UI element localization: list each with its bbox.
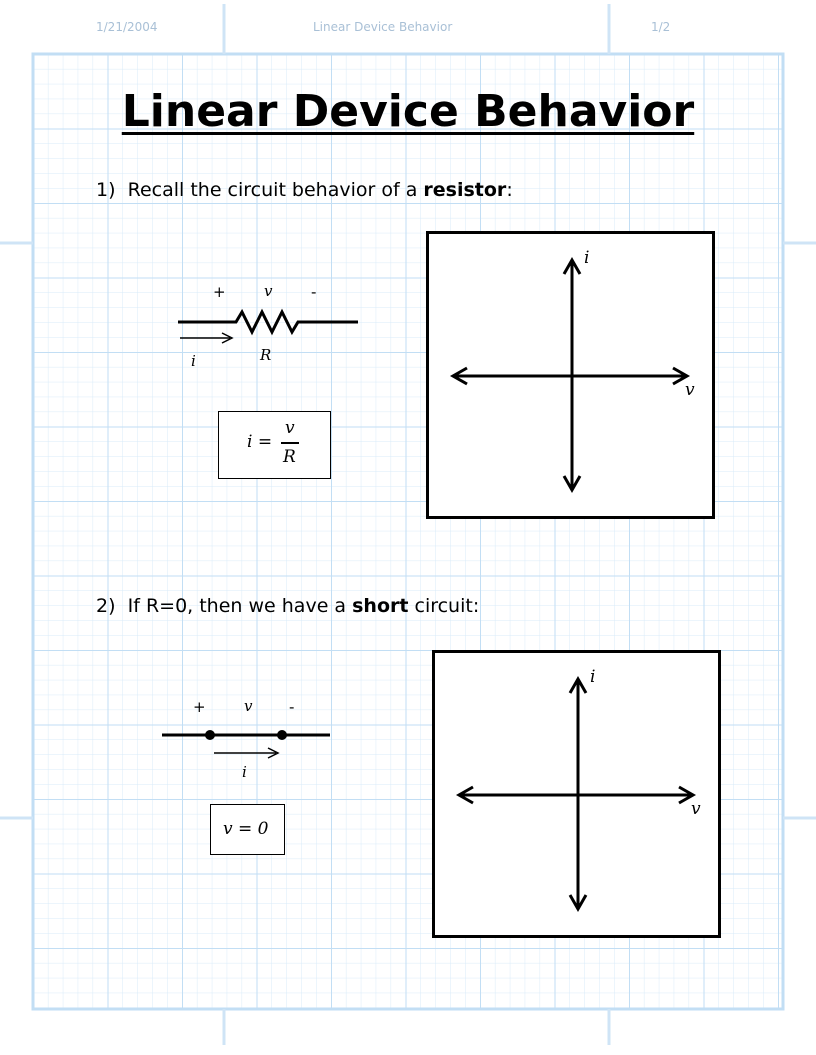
fraction-bar [281, 442, 299, 444]
resistor-iv-graph [426, 231, 715, 519]
graph2-v-axis-label: v [691, 799, 701, 819]
short-equation: v = 0 [223, 819, 269, 839]
page-title [0, 86, 816, 137]
graph1-v-axis-label: v [685, 380, 695, 400]
graph1-i-axis-label: i [584, 248, 590, 268]
section2-text-after: circuit: [408, 595, 480, 617]
short-minus-label: - [289, 698, 295, 716]
equation-lhs: i = [247, 432, 273, 452]
iv-axes [435, 653, 718, 935]
equation-numerator: v [285, 418, 295, 438]
short-current-label: i [242, 763, 247, 781]
graph2-i-axis-label: i [590, 667, 596, 687]
section1-text-after: : [506, 179, 513, 201]
resistor-plus-label: + [213, 283, 226, 301]
short-voltage-label: v [244, 697, 253, 715]
short-circuit-symbol [158, 722, 338, 762]
resistor-r-label: R [260, 346, 272, 364]
section2-number: 2) [96, 595, 116, 617]
section2-prompt [96, 595, 479, 617]
section1-number: 1) [96, 179, 116, 201]
resistor-current-label: i [191, 352, 196, 370]
section1-text: Recall the circuit behavior of a [127, 179, 424, 201]
section1-bold-word: resistor [423, 179, 507, 201]
header-date: 1/21/2004 [96, 20, 158, 34]
iv-axes [429, 234, 712, 516]
header-page-number: 1/2 [651, 20, 671, 34]
short-plus-label: + [193, 698, 206, 716]
short-iv-graph [432, 650, 721, 938]
short-equation-box [210, 804, 285, 855]
resistor-minus-label: - [311, 283, 317, 301]
page-title-text: Linear Device Behavior [121, 86, 695, 137]
resistor-voltage-label: v [264, 282, 273, 300]
equation-denominator: R [283, 447, 296, 467]
section1-prompt [96, 179, 513, 201]
ohms-law-equation-box [218, 411, 331, 479]
section2-text: If R=0, then we have a [127, 595, 353, 617]
header-doc-title: Linear Device Behavior [313, 20, 453, 34]
section2-bold-word: short [352, 595, 409, 617]
